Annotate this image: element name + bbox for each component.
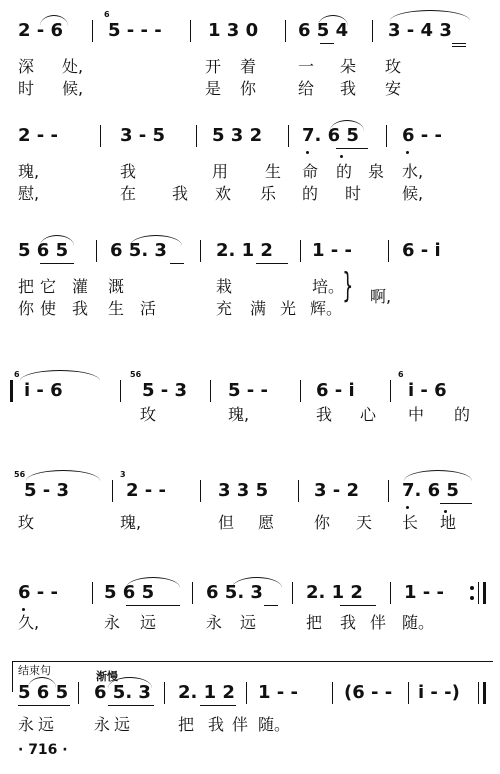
- barline: [164, 682, 165, 704]
- barline: [298, 480, 299, 502]
- underline: [264, 605, 278, 606]
- lyric: 的: [302, 184, 319, 203]
- lyric: 处,: [62, 57, 84, 76]
- barline: [200, 480, 201, 502]
- measure-2-4: 7. 6 5: [302, 125, 359, 146]
- measure-6-2: 5 6 5: [104, 582, 155, 603]
- measure-6-1: 6 - -: [18, 582, 58, 603]
- barline: [288, 125, 289, 147]
- octave-dot: [306, 151, 309, 154]
- measure-3-4: 1 - -: [312, 240, 352, 261]
- lyric: 时: [345, 184, 362, 203]
- score-system-5: [0, 470, 500, 560]
- lyric: 永: [94, 715, 111, 734]
- measure-4-3: 5 - -: [228, 380, 268, 401]
- lyric: 培。: [312, 277, 345, 296]
- lyric: 命: [302, 162, 319, 181]
- barline: [78, 682, 79, 704]
- lyric: 我: [340, 79, 357, 98]
- measure-3-3: 2. 1 2: [216, 240, 273, 261]
- barline: [300, 240, 301, 262]
- measure-5-3: 3 3 5: [218, 480, 269, 501]
- lyric: 玫: [385, 57, 402, 76]
- lyric: 伴: [232, 715, 249, 734]
- lyric: 充: [216, 299, 233, 318]
- slur: [318, 15, 348, 26]
- underline: [18, 705, 70, 706]
- lyric: 它: [40, 277, 57, 296]
- barline: [388, 240, 389, 262]
- barline: [192, 582, 193, 604]
- barline-final: [483, 682, 486, 704]
- underline: [200, 705, 236, 706]
- score-system-7: [0, 672, 500, 762]
- lyric: 但: [218, 513, 235, 532]
- lyric: 把: [306, 613, 323, 632]
- measure-4-1: i - 6: [24, 380, 63, 401]
- barline: [210, 380, 211, 402]
- measure-4-4: 6 - i: [316, 380, 355, 401]
- barline: [120, 380, 121, 402]
- measure-6-3: 6 5. 3: [206, 582, 263, 603]
- repeat-dot: [470, 596, 474, 600]
- measure-5-2: 2 - -: [126, 480, 166, 501]
- score-system-6: [0, 572, 500, 662]
- grace-note: 56: [130, 370, 142, 379]
- measure-7-1: 5 6 5: [18, 682, 69, 703]
- lyric: 瑰,: [120, 513, 142, 532]
- barline: [478, 582, 479, 604]
- measure-3-2: 6 5. 3: [110, 240, 167, 261]
- lyric: 我: [340, 613, 357, 632]
- measure-6-4: 2. 1 2: [306, 582, 363, 603]
- underline: [320, 43, 334, 44]
- lyric: 生: [265, 162, 282, 181]
- barline: [200, 240, 201, 262]
- measure-2-3: 5 3 2: [212, 125, 263, 146]
- lyric-brace: }: [342, 266, 354, 306]
- measure-7-3: 2. 1 2: [178, 682, 235, 703]
- lyric: 久,: [18, 613, 40, 632]
- lyric: 我: [120, 162, 137, 181]
- score-system-2: [0, 115, 500, 205]
- barline: [190, 20, 191, 42]
- grace-note: 3: [120, 470, 126, 479]
- barline: [292, 582, 293, 604]
- barline-repeat: [483, 582, 486, 604]
- ending-label: 结束句: [18, 664, 51, 677]
- lyric: 在: [120, 184, 137, 203]
- lyric: 随。: [258, 715, 291, 734]
- measure-4-2: 5 - 3: [142, 380, 188, 401]
- lyric-interjection: 啊,: [370, 287, 392, 306]
- measure-1-5: 3 - 4 3: [388, 20, 452, 41]
- barline: [478, 682, 479, 704]
- lyric: 使: [40, 299, 57, 318]
- underline: [170, 263, 184, 264]
- slur: [28, 677, 56, 688]
- lyric: 乐: [260, 184, 277, 203]
- measure-5-1: 5 - 3: [24, 480, 70, 501]
- lyric: 欢: [215, 184, 232, 203]
- slur: [404, 470, 472, 481]
- lyric: 地: [440, 513, 457, 532]
- slur: [330, 120, 364, 131]
- grace-note: 6: [104, 10, 110, 19]
- score-system-1: [0, 10, 500, 100]
- barline: [388, 480, 389, 502]
- slur: [40, 235, 74, 246]
- measure-7-2: 6 5. 3: [94, 682, 151, 703]
- barline: [408, 682, 409, 704]
- lyric: 的: [336, 162, 353, 181]
- measure-5-5: 7. 6 5: [402, 480, 459, 501]
- lyric: 天: [356, 513, 373, 532]
- lyric: 时: [18, 79, 35, 98]
- octave-dot: [340, 155, 343, 158]
- lyric: 远: [38, 715, 55, 734]
- lyric: 深: [18, 57, 35, 76]
- measure-7-5: (6 - -: [344, 682, 393, 703]
- lyric: 候,: [402, 184, 424, 203]
- lyric: 满: [250, 299, 267, 318]
- barline: [390, 380, 391, 402]
- barline: [100, 125, 101, 147]
- lyric: 你: [314, 513, 331, 532]
- measure-7-4: 1 - -: [258, 682, 298, 703]
- score-system-4: [0, 370, 500, 460]
- lyric: 心: [360, 405, 377, 424]
- lyric: 的: [454, 405, 471, 424]
- lyric: 我: [208, 715, 225, 734]
- slur: [130, 235, 182, 246]
- underline: [452, 43, 466, 44]
- measure-1-1: 2 - 6: [18, 20, 64, 41]
- underline: [108, 705, 154, 706]
- underline: [340, 605, 376, 606]
- lyric: 永: [206, 613, 223, 632]
- barline: [285, 20, 286, 42]
- lyric: 玫: [140, 405, 157, 424]
- measure-3-5: 6 - i: [402, 240, 441, 261]
- lyric: 我: [316, 405, 333, 424]
- barline: [92, 20, 93, 42]
- lyric: 远: [114, 715, 131, 734]
- lyric: 中: [408, 405, 425, 424]
- tempo-marking: 渐慢: [96, 670, 118, 683]
- lyric: 你: [240, 79, 257, 98]
- measure-1-4: 6 5 4: [298, 20, 349, 41]
- lyric: 伴: [370, 613, 387, 632]
- measure-2-2: 3 - 5: [120, 125, 166, 146]
- lyric: 生: [108, 299, 125, 318]
- lyric: 慰,: [18, 184, 40, 203]
- barline: [372, 20, 373, 42]
- measure-3-1: 5 6 5: [18, 240, 69, 261]
- lyric: 把: [18, 277, 35, 296]
- barline: [246, 682, 247, 704]
- grace-note: 6: [14, 370, 20, 379]
- measure-1-3: 1 3 0: [208, 20, 259, 41]
- lyric: 用: [212, 162, 229, 181]
- grace-note: 56: [14, 470, 26, 479]
- measure-2-5: 6 - -: [402, 125, 442, 146]
- slur: [20, 370, 100, 381]
- octave-dot: [406, 151, 409, 154]
- slur: [40, 15, 68, 26]
- slur: [126, 577, 180, 588]
- lyric: 永: [104, 613, 121, 632]
- lyric: 一: [298, 57, 315, 76]
- barline: [196, 125, 197, 147]
- lyric: 水,: [402, 162, 424, 181]
- barline: [332, 682, 333, 704]
- grace-note: 6: [398, 370, 404, 379]
- measure-2-1: 2 - -: [18, 125, 58, 146]
- underline: [452, 46, 466, 47]
- measure-7-6: i - -): [418, 682, 460, 703]
- measure-4-5: i - 6: [408, 380, 447, 401]
- lyric: 永: [18, 715, 35, 734]
- lyric: 玫: [18, 513, 35, 532]
- lyric: 我: [72, 299, 89, 318]
- barline: [92, 582, 93, 604]
- measure-6-5: 1 - -: [404, 582, 444, 603]
- lyric: 栽: [216, 277, 233, 296]
- lyric: 愿: [258, 513, 275, 532]
- slur: [390, 10, 470, 21]
- slur: [232, 577, 282, 588]
- lyric: 瑰,: [228, 405, 250, 424]
- underline: [256, 263, 288, 264]
- lyric: 朵: [340, 57, 357, 76]
- lyric: 瑰,: [18, 162, 40, 181]
- lyric: 把: [178, 715, 195, 734]
- lyric: 是: [205, 79, 222, 98]
- lyric: 远: [240, 613, 257, 632]
- measure-5-4: 3 - 2: [314, 480, 360, 501]
- measure-1-2: 5 - - -: [108, 20, 162, 41]
- score-system-3: [0, 230, 500, 320]
- underline: [336, 148, 368, 149]
- octave-dot: [406, 506, 409, 509]
- lyric: 溉: [108, 277, 125, 296]
- barline: [300, 380, 301, 402]
- barline: [386, 125, 387, 147]
- barline: [112, 480, 113, 502]
- page-number: · 716 ·: [18, 742, 68, 758]
- lyric: 泉: [368, 162, 385, 181]
- repeat-dot: [470, 586, 474, 590]
- barline: [390, 582, 391, 604]
- lyric: 给: [298, 79, 315, 98]
- lyric: 活: [140, 299, 157, 318]
- lyric: 我: [172, 184, 189, 203]
- lyric: 开: [205, 57, 222, 76]
- lyric: 候,: [62, 79, 84, 98]
- underline: [40, 263, 74, 264]
- underline: [126, 605, 180, 606]
- barline: [10, 380, 13, 402]
- lyric: 安: [385, 79, 402, 98]
- lyric: 随。: [402, 613, 435, 632]
- lyric: 灌: [72, 277, 89, 296]
- lyric: 光: [280, 299, 297, 318]
- barline: [96, 240, 97, 262]
- underline: [440, 503, 472, 504]
- lyric: 辉。: [310, 299, 343, 318]
- slur: [26, 470, 100, 481]
- lyric: 着: [240, 57, 257, 76]
- lyric: 远: [140, 613, 157, 632]
- lyric: 长: [402, 513, 419, 532]
- lyric: 你: [18, 299, 35, 318]
